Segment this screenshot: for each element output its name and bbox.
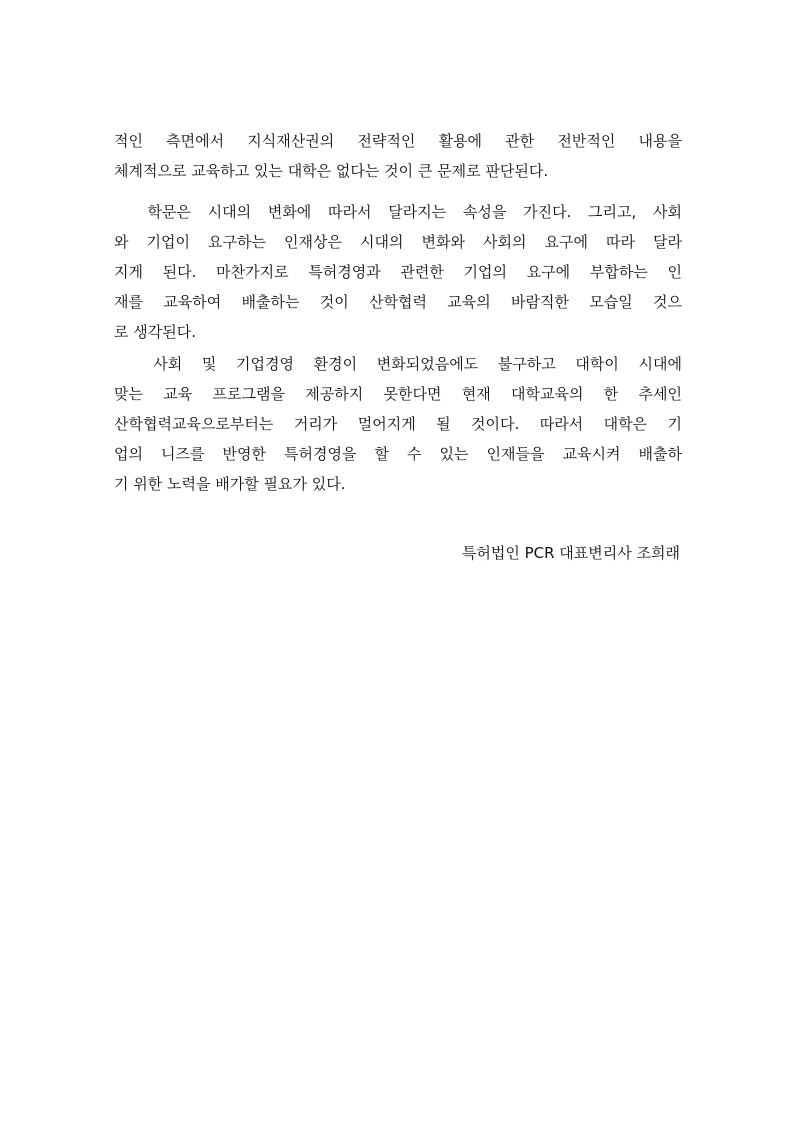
paragraph-line: 산학협력교육으로부터는 거리가 멀어지게 될 것이다. 따라서 대학은 기: [114, 415, 682, 433]
paragraph-line: 체계적으로 교육하고 있는 대학은 없다는 것이 큰 문제로 판단된다.: [114, 162, 549, 180]
paragraph-line: 업의 니즈를 반영한 특허경영을 할 수 있는 인재들을 교육시켜 배출하: [114, 445, 682, 463]
paragraph-1: [114, 126, 682, 186]
author-signature: 특허법인 PCR 대표변리사 조희래: [461, 544, 680, 562]
paragraph-line: 기 위한 노력을 배가할 필요가 있다.: [114, 475, 346, 493]
paragraph-line: 사회 및 기업경영 환경이 변화되었음에도 불구하고 대학이 시대에: [114, 355, 682, 373]
paragraph-line: 로 생각된다.: [114, 323, 196, 341]
paragraph-3: [114, 349, 682, 499]
paragraph-line: 맞는 교육 프로그램을 제공하지 못한다면 현재 대학교육의 한 추세인: [114, 385, 682, 403]
paragraph-line: 지게 된다. 마찬가지로 특허경영과 관련한 기업의 요구에 부합하는 인: [114, 263, 682, 281]
paragraph-2: [114, 197, 682, 347]
paragraph-line: 적인 측면에서 지식재산권의 전략적인 활용에 관한 전반적인 내용을: [114, 132, 682, 150]
paragraph-line: 학문은 시대의 변화에 따라서 달라지는 속성을 가진다. 그리고, 사회: [114, 203, 682, 221]
paragraph-line: 재를 교육하여 배출하는 것이 산학협력 교육의 바람직한 모습일 것으: [114, 293, 682, 311]
paragraph-line: 와 기업이 요구하는 인재상은 시대의 변화와 사회의 요구에 따라 달라: [114, 233, 682, 251]
